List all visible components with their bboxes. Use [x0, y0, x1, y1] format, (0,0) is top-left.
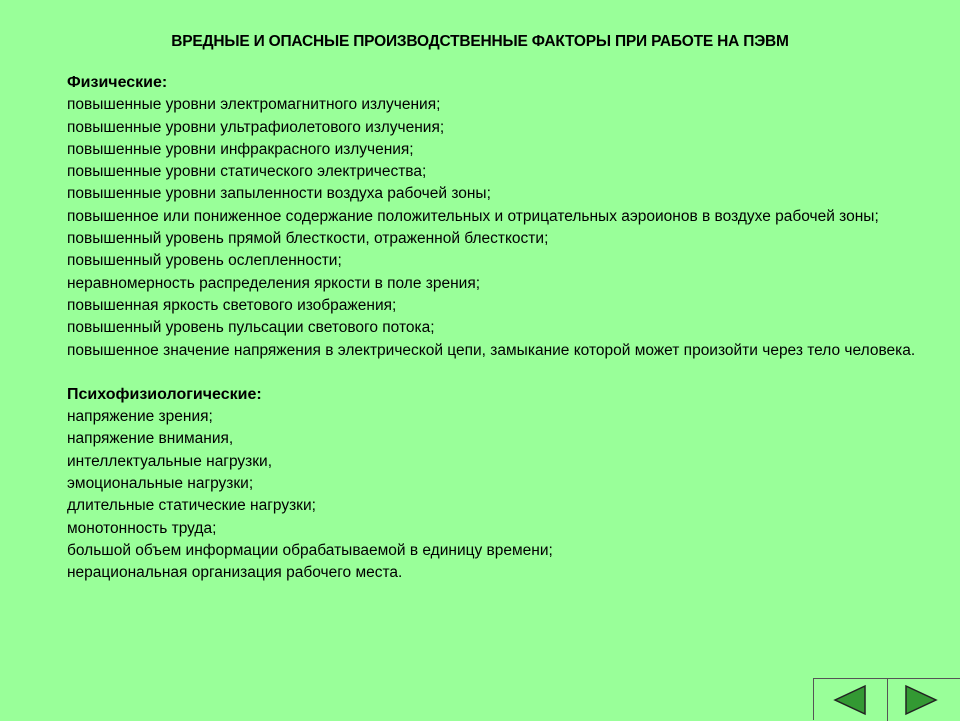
list-item: неравномерность распределения яркости в поле зрения; [67, 274, 481, 292]
content [67, 72, 937, 585]
list-item: эмоциональные нагрузки; [67, 475, 254, 493]
list-item: интеллектуальные нагрузки, [67, 452, 273, 470]
slide-navigation [813, 678, 960, 720]
list-item: повышенные уровни статического электричества; [67, 163, 427, 181]
triangle-left-icon [814, 679, 887, 721]
list-item: повышенное значение напряжения в электрической цепи, замыкание которой может произойти через тело человека. [67, 341, 916, 359]
list-item: нерациональная организация рабочего места. [67, 564, 403, 582]
list-item: длительные статические нагрузки; [67, 497, 316, 515]
section-physical [67, 72, 937, 362]
list-item: большой объем информации обрабатываемой в единицу времени; [67, 541, 553, 559]
list-item: повышенные уровни запыленности воздуха рабочей зоны; [67, 185, 491, 203]
list-item: монотонность труда; [67, 519, 217, 537]
list-item: повышенные уровни электромагнитного излучения; [67, 96, 441, 114]
list-item: повышенные уровни ультрафиолетового излучения; [67, 118, 445, 136]
list-item: повышенная яркость светового изображения; [67, 296, 397, 314]
section-spacer [67, 362, 937, 384]
list-item: повышенные уровни инфракрасного излучения; [67, 140, 414, 158]
slide-title: ВРЕДНЫЕ И ОПАСНЫЕ ПРОИЗВОДСТВЕННЫЕ ФАКТОРЫ ПРИ РАБОТЕ НА ПЭВМ [171, 33, 789, 50]
next-slide-button[interactable] [888, 679, 960, 721]
list-item: повышенный уровень пульсации светового потока; [67, 319, 435, 337]
section-heading: Психофизиологические: [67, 385, 262, 403]
section-psychophysiological [67, 384, 937, 585]
list-item: повышенное или пониженное содержание положительных и отрицательных аэроионов в воздухе рабочей зоны; [67, 207, 879, 225]
previous-slide-button[interactable] [814, 679, 887, 721]
list-item: повышенный уровень прямой блесткости, отраженной блесткости; [67, 230, 549, 248]
triangle-right-icon [888, 679, 960, 721]
list-item: напряжение зрения; [67, 408, 213, 426]
list-item: повышенный уровень ослепленности; [67, 252, 342, 270]
list-item: напряжение внимания, [67, 430, 234, 448]
section-heading: Физические: [67, 74, 168, 91]
